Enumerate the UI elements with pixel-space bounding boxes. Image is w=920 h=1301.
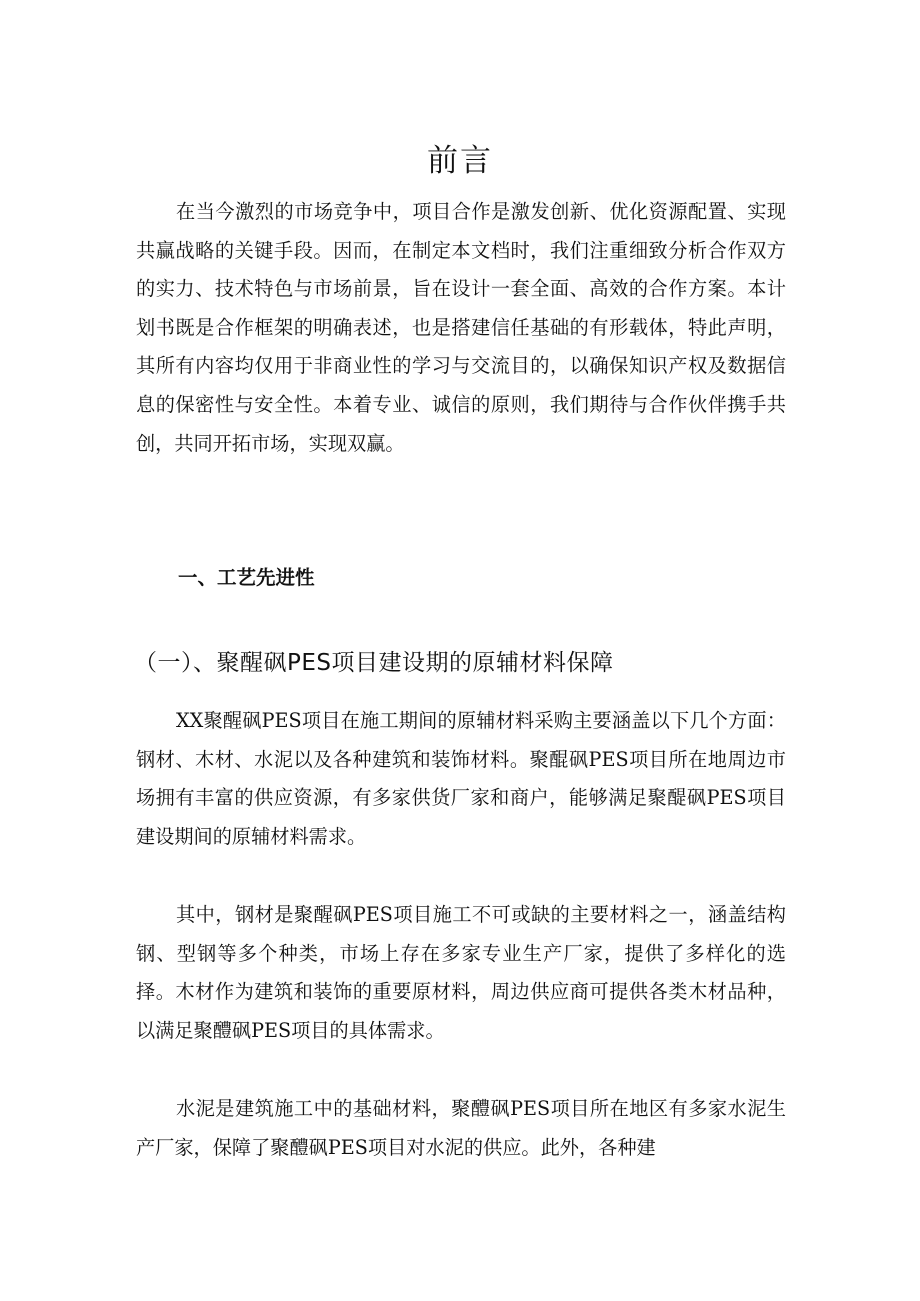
body-paragraph-cement: 水泥是建筑施工中的基础材料，聚醴砜PES项目所在地区有多家水泥生产厂家，保障了聚醴砜PES项目对水泥的供应。此外，各种建 (136, 1097, 786, 1159)
section-heading: 一、工艺先进性 (178, 566, 315, 589)
body-paragraph-steel-timber: 其中，钢材是聚醒砜PES项目施工不可或缺的主要材料之一，涵盖结构钢、型钢等多个种类，市场上存在多家专业生产厂家，提供了多样化的选择。木材作为建筑和装饰的重要原材料，周边供应商可提供各类木材品种，以满足聚醴砜PES项目的具体需求。 (136, 903, 786, 1042)
body-paragraph-materials-overview: XX聚醒砜PES项目在施工期间的原辅材料采购主要涵盖以下几个方面：钢材、木材、水泥以及各种建筑和装饰材料。聚醌砜PES项目所在地周边市场拥有丰富的供应资源，有多家供货厂家和商户，能够满足聚醍砜PES项目建设期间的原辅材料需求。 (136, 709, 786, 848)
preface-paragraph: 在当今激烈的市场竞争中，项目合作是激发创新、优化资源配置、实现共赢战略的关键手段。因而，在制定本文档时，我们注重细致分析合作双方的实力、技术特色与市场前景，旨在设计一套全面、高效的合作方案。本计划书既是合作框架的明确表述，也是搭建信任基础的有形载体，特此声明，其所有内容均仅用于非商业性的学习与交流目的，以确保知识产权及数据信息的保密性与安全性。本着专业、诚信的原则，我们期待与合作伙伴携手共创，共同开拓市场，实现双赢。 (136, 200, 786, 455)
subsection-heading: （一）、聚醒砜PES项目建设期的原辅材料保障 (134, 650, 614, 676)
page-title: 前言 (427, 142, 493, 179)
